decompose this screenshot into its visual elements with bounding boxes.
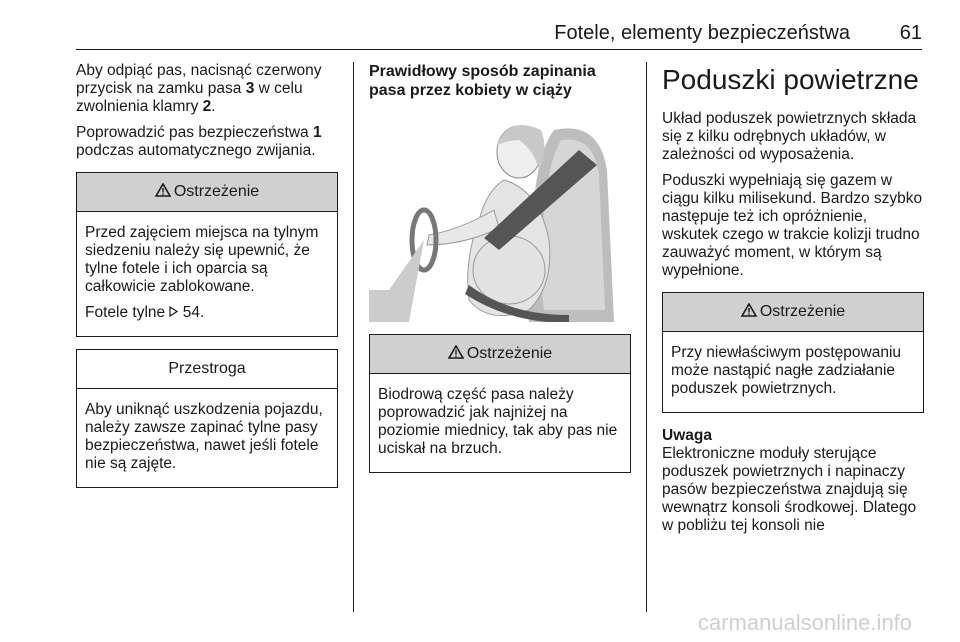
text: w celu zwolnienia klamry — [76, 80, 303, 115]
text: . — [211, 98, 216, 115]
warning-header — [663, 293, 923, 332]
warning-title: Ostrzeżenie — [759, 303, 846, 320]
warning-icon — [448, 345, 464, 364]
caution-box — [76, 349, 338, 488]
warning-body — [370, 374, 630, 472]
reference-label: Fotele tylne — [85, 304, 170, 321]
column-2 — [369, 62, 631, 481]
warning-text: Przy niewłaściwym postępowaniu może nastąpić nagłe zadziałanie poduszek powietrznych. — [671, 344, 902, 397]
section-heading-pregnancy: Prawidłowy sposób zapinania pasa przez kobiety w ciąży — [369, 63, 596, 99]
text: Aby odpiąć pas, nacisnąć czerwony przycisk na zamku pasa — [76, 62, 322, 97]
section-heading-airbags: Poduszki powietrzne — [662, 64, 919, 95]
ref-number: 2 — [202, 98, 212, 115]
text: Poprowadzić pas bezpieczeństwa — [76, 124, 313, 141]
warning-text: Przed zajęciem miejsca na tylnym siedzeniu należy się upewnić, że tylne fotele i ich oparcia są całkowicie zablokowane. — [85, 224, 319, 295]
page-header — [0, 0, 960, 52]
reference-page: 54. — [178, 304, 205, 321]
warning-header — [370, 335, 630, 374]
caution-body — [77, 389, 337, 487]
paragraph-retract — [76, 124, 338, 160]
note-text: Elektroniczne moduły sterujące poduszek powietrznych i napinaczy pasów bezpieczeństwa znajdują się wewnątrz konsoli środkowej. Dlatego w pobliżu tej konsoli nie — [662, 445, 917, 534]
ref-number: 1 — [312, 124, 322, 141]
text: podczas automatycznego zwijania. — [76, 142, 316, 159]
paragraph-unbuckle — [76, 62, 338, 116]
warning-icon — [155, 183, 171, 202]
warning-box-airbags — [662, 292, 924, 413]
warning-text: Biodrową część pasa należy poprowadzić jak najniżej na poziomie miednicy, tak aby pas nie uciskał na brzuch. — [378, 386, 618, 457]
warning-title: Ostrzeżenie — [173, 183, 260, 200]
caution-text: Aby uniknąć uszkodzenia pojazdu, należy zawsze zapinać tylne pasy bezpieczeństwa, nawet jeśli fotele nie są zajęte. — [85, 401, 323, 472]
column-3 — [662, 62, 924, 535]
caution-header — [77, 350, 337, 389]
page-title: Fotele, elementy bezpieczeństwa — [554, 22, 850, 44]
caution-title: Przestroga — [168, 360, 246, 377]
warning-header — [77, 173, 337, 212]
paragraph-airbag-inflation: Poduszki wypełniają się gazem w ciągu kilku milisekund. Bardzo szybko następuje też ich opróżnienie, wskutek czego w trakcie kolizji trudno zauważyć moment, w którym są wypełnione. — [662, 172, 923, 279]
warning-body — [77, 212, 337, 336]
note-title: Uwaga — [662, 427, 712, 444]
warning-box-pregnancy — [369, 334, 631, 473]
warning-box-rear-seats — [76, 172, 338, 337]
column-divider-2 — [646, 62, 647, 612]
warning-icon — [741, 303, 757, 322]
page-number: 61 — [899, 22, 922, 44]
pregnant-woman-seatbelt-illustration — [369, 110, 631, 322]
watermark: carmanualsonline.info — [697, 610, 912, 635]
paragraph-airbag-system: Układ poduszek powietrznych składa się z kilku odrębnych układów, w zależności od wyposażenia. — [662, 110, 917, 163]
warning-body — [663, 332, 923, 412]
column-divider-1 — [353, 62, 354, 612]
ref-number: 3 — [245, 80, 255, 97]
header-divider — [76, 49, 922, 50]
column-1 — [76, 62, 338, 496]
warning-title: Ostrzeżenie — [466, 345, 553, 362]
cross-reference[interactable] — [85, 304, 329, 322]
